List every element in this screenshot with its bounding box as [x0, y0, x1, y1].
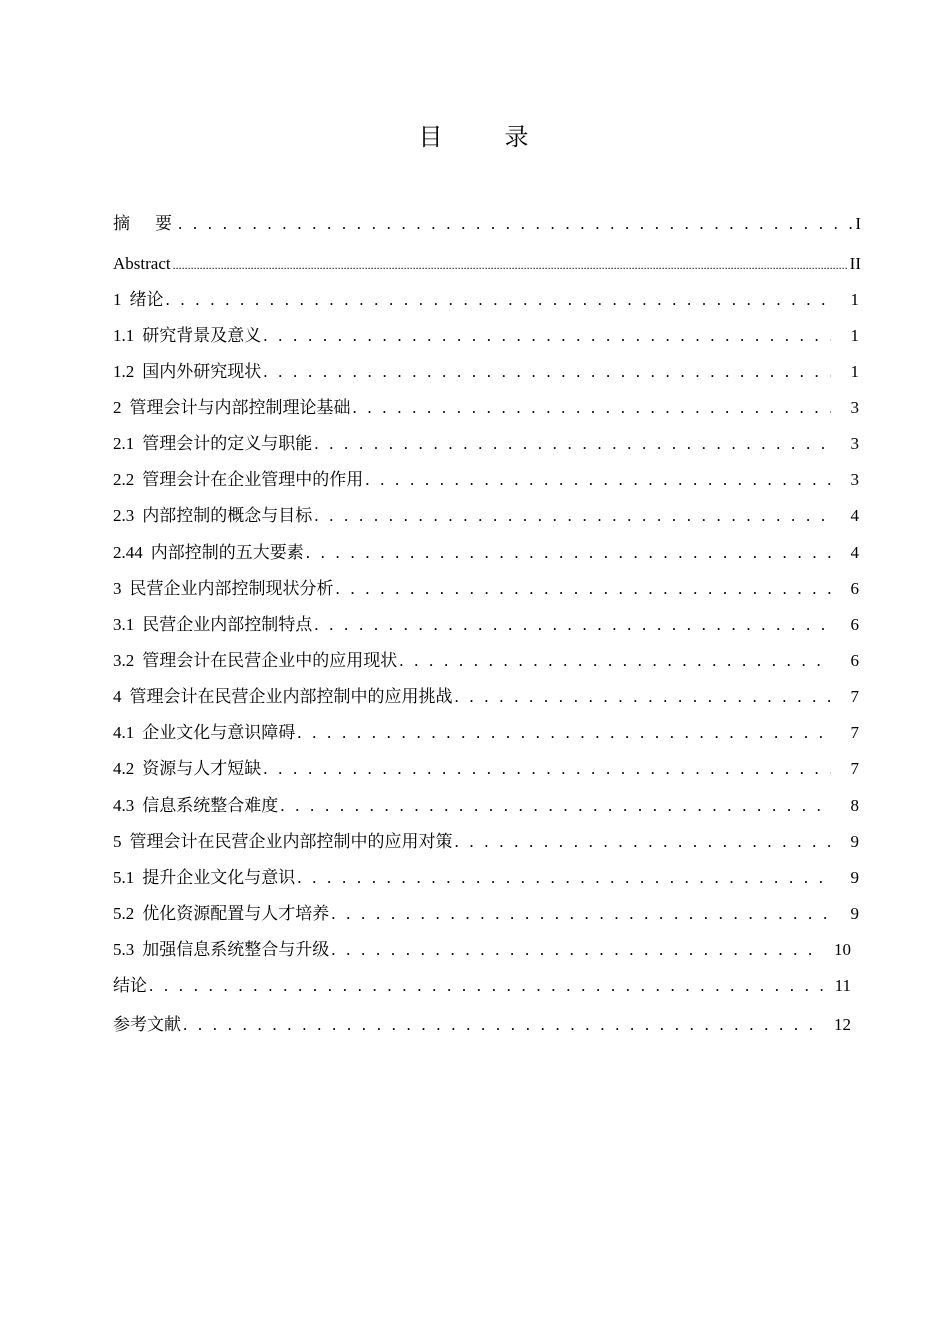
toc-entry[interactable] — [113, 288, 859, 312]
toc-entry-page: 6 — [850, 615, 859, 634]
toc-entry-page: 1 — [850, 326, 859, 345]
toc-leader-dots — [455, 830, 832, 854]
toc-leader-dots — [297, 866, 831, 890]
toc-leader-dots — [280, 794, 831, 818]
toc-entry-label: 绪论 — [129, 290, 164, 309]
toc-entry-label: 管理会计与内部控制理论基础 — [129, 398, 351, 417]
toc-entry-label: 优化资源配置与人才培养 — [142, 904, 330, 923]
toc-entry-page: 1 — [850, 362, 859, 381]
toc-entry-label: 信息系统整合难度 — [142, 796, 279, 815]
toc-entry-label: 加强信息系统整合与升级 — [142, 940, 330, 959]
toc-entry[interactable] — [113, 360, 859, 384]
toc-entry-page: 7 — [850, 759, 859, 778]
toc-entry-number: 4.2 — [113, 759, 135, 778]
toc-leader-dots — [314, 613, 831, 637]
toc-entry-number: 4.3 — [113, 796, 135, 815]
toc-entry-page: 11 — [834, 976, 851, 995]
toc-leader-dots — [263, 324, 831, 348]
toc-entry[interactable] — [113, 541, 859, 565]
toc-entry[interactable] — [113, 504, 859, 528]
toc-entry-label: 管理会计在民营企业内部控制中的应用对策 — [129, 832, 453, 851]
toc-leader-dots — [173, 253, 848, 277]
toc-entry-page: 3 — [850, 398, 859, 417]
toc-entry-label: 结论 — [113, 976, 147, 995]
toc-entry-page: 3 — [850, 470, 859, 489]
toc-entry-label: 管理会计的定义与职能 — [142, 434, 313, 453]
toc-entry-page: 6 — [850, 579, 859, 598]
toc-entry-number: 2 — [113, 398, 122, 417]
toc-entry-label: 管理会计在民营企业内部控制中的应用挑战 — [129, 687, 453, 706]
toc-entry-page: I — [855, 214, 861, 233]
toc-entry-label: 国内外研究现状 — [142, 362, 262, 381]
toc-leader-dots — [166, 288, 832, 312]
toc-leader-dots — [314, 504, 831, 528]
toc-entry[interactable] — [113, 721, 859, 745]
toc-entry-number: 5.3 — [113, 940, 135, 959]
toc-leader-dots — [314, 432, 831, 456]
toc-entry[interactable] — [113, 685, 859, 709]
toc-entry-label: 提升企业文化与意识 — [142, 868, 296, 887]
toc-entry[interactable] — [113, 577, 859, 601]
toc-entry[interactable] — [113, 794, 859, 818]
toc-entry-number: 2.44 — [113, 543, 143, 562]
toc-entry[interactable] — [113, 613, 859, 637]
toc-entry-label: 民营企业内部控制特点 — [142, 615, 313, 634]
toc-leader-dots — [297, 721, 831, 745]
toc-entry-label: Abstract — [113, 254, 171, 273]
toc-entry-page: 9 — [850, 868, 859, 887]
toc-entry-page: 10 — [834, 940, 851, 959]
toc-entry-label: 资源与人才短缺 — [142, 759, 262, 778]
toc-leader-dots — [149, 974, 823, 998]
toc-entry-number: 1.1 — [113, 326, 135, 345]
toc-leader-dots — [331, 938, 823, 962]
toc-entry-label: 企业文化与意识障碍 — [142, 723, 296, 742]
toc-entry-page: 1 — [850, 290, 859, 309]
toc-entry-number: 3.2 — [113, 651, 135, 670]
toc-leader-dots — [365, 468, 831, 492]
toc-entry[interactable] — [113, 757, 859, 781]
toc-entry-number: 1.2 — [113, 362, 135, 381]
toc-entry-number: 4.1 — [113, 723, 135, 742]
toc-entry[interactable] — [113, 324, 859, 348]
toc-entry-page: 4 — [850, 506, 859, 525]
toc-entry-label: 管理会计在企业管理中的作用 — [142, 470, 364, 489]
toc-leader-dots — [399, 649, 831, 673]
toc-entry-page: 4 — [850, 543, 859, 562]
toc-entry-label: 参考文献 — [113, 1015, 181, 1034]
toc-entry-page: 9 — [850, 832, 859, 851]
toc-entry-label: 摘 要 — [113, 214, 176, 233]
toc-entry-number: 2.3 — [113, 506, 135, 525]
toc-leader-dots — [178, 212, 853, 236]
toc-entry[interactable] — [113, 396, 859, 420]
toc-entry[interactable] — [113, 432, 859, 456]
toc-entry-number: 5.2 — [113, 904, 135, 923]
toc-entry-label: 内部控制的概念与目标 — [142, 506, 313, 525]
toc-entry[interactable] — [113, 902, 859, 926]
toc-entry-page: 3 — [850, 434, 859, 453]
toc-entry-page: 12 — [834, 1015, 851, 1034]
toc-leader-dots — [263, 360, 831, 384]
toc-entry-page: 6 — [850, 651, 859, 670]
toc-entry[interactable] — [113, 649, 859, 673]
toc-leader-dots — [353, 396, 832, 420]
toc-entry-page: II — [849, 254, 861, 273]
toc-entry-label: 管理会计在民营企业中的应用现状 — [142, 651, 398, 670]
toc-entry-page: 7 — [850, 723, 859, 742]
toc-entry-page: 9 — [850, 904, 859, 923]
toc-entry[interactable] — [113, 974, 851, 998]
toc-entry-label: 民营企业内部控制现状分析 — [129, 579, 334, 598]
toc-entry[interactable] — [113, 1013, 851, 1037]
toc-entry-page: 7 — [850, 687, 859, 706]
toc-leader-dots — [331, 902, 831, 926]
toc-leader-dots — [336, 577, 832, 601]
toc-entry[interactable] — [113, 830, 859, 854]
toc-entry[interactable] — [113, 468, 859, 492]
toc-entry-page: 8 — [850, 796, 859, 815]
toc-entry-label: 研究背景及意义 — [142, 326, 262, 345]
toc-leader-dots — [455, 685, 832, 709]
toc-entry-number: 2.2 — [113, 470, 135, 489]
toc-entry-number: 3 — [113, 579, 122, 598]
toc-entry-number: 1 — [113, 290, 122, 309]
toc-entry-number: 5.1 — [113, 868, 135, 887]
toc-entry[interactable] — [113, 252, 861, 277]
toc-entry-number: 4 — [113, 687, 122, 706]
toc-entry[interactable] — [113, 938, 851, 962]
toc-entry[interactable] — [113, 212, 861, 236]
toc-leader-dots — [263, 757, 831, 781]
toc-title: 目 录 — [418, 125, 557, 151]
toc-entry[interactable] — [113, 866, 859, 890]
toc-entry-number: 5 — [113, 832, 122, 851]
toc-entry-number: 3.1 — [113, 615, 135, 634]
toc-leader-dots — [306, 541, 831, 565]
toc-entry-number: 2.1 — [113, 434, 135, 453]
toc-entry-label: 内部控制的五大要素 — [150, 543, 304, 562]
toc-leader-dots — [183, 1013, 823, 1037]
